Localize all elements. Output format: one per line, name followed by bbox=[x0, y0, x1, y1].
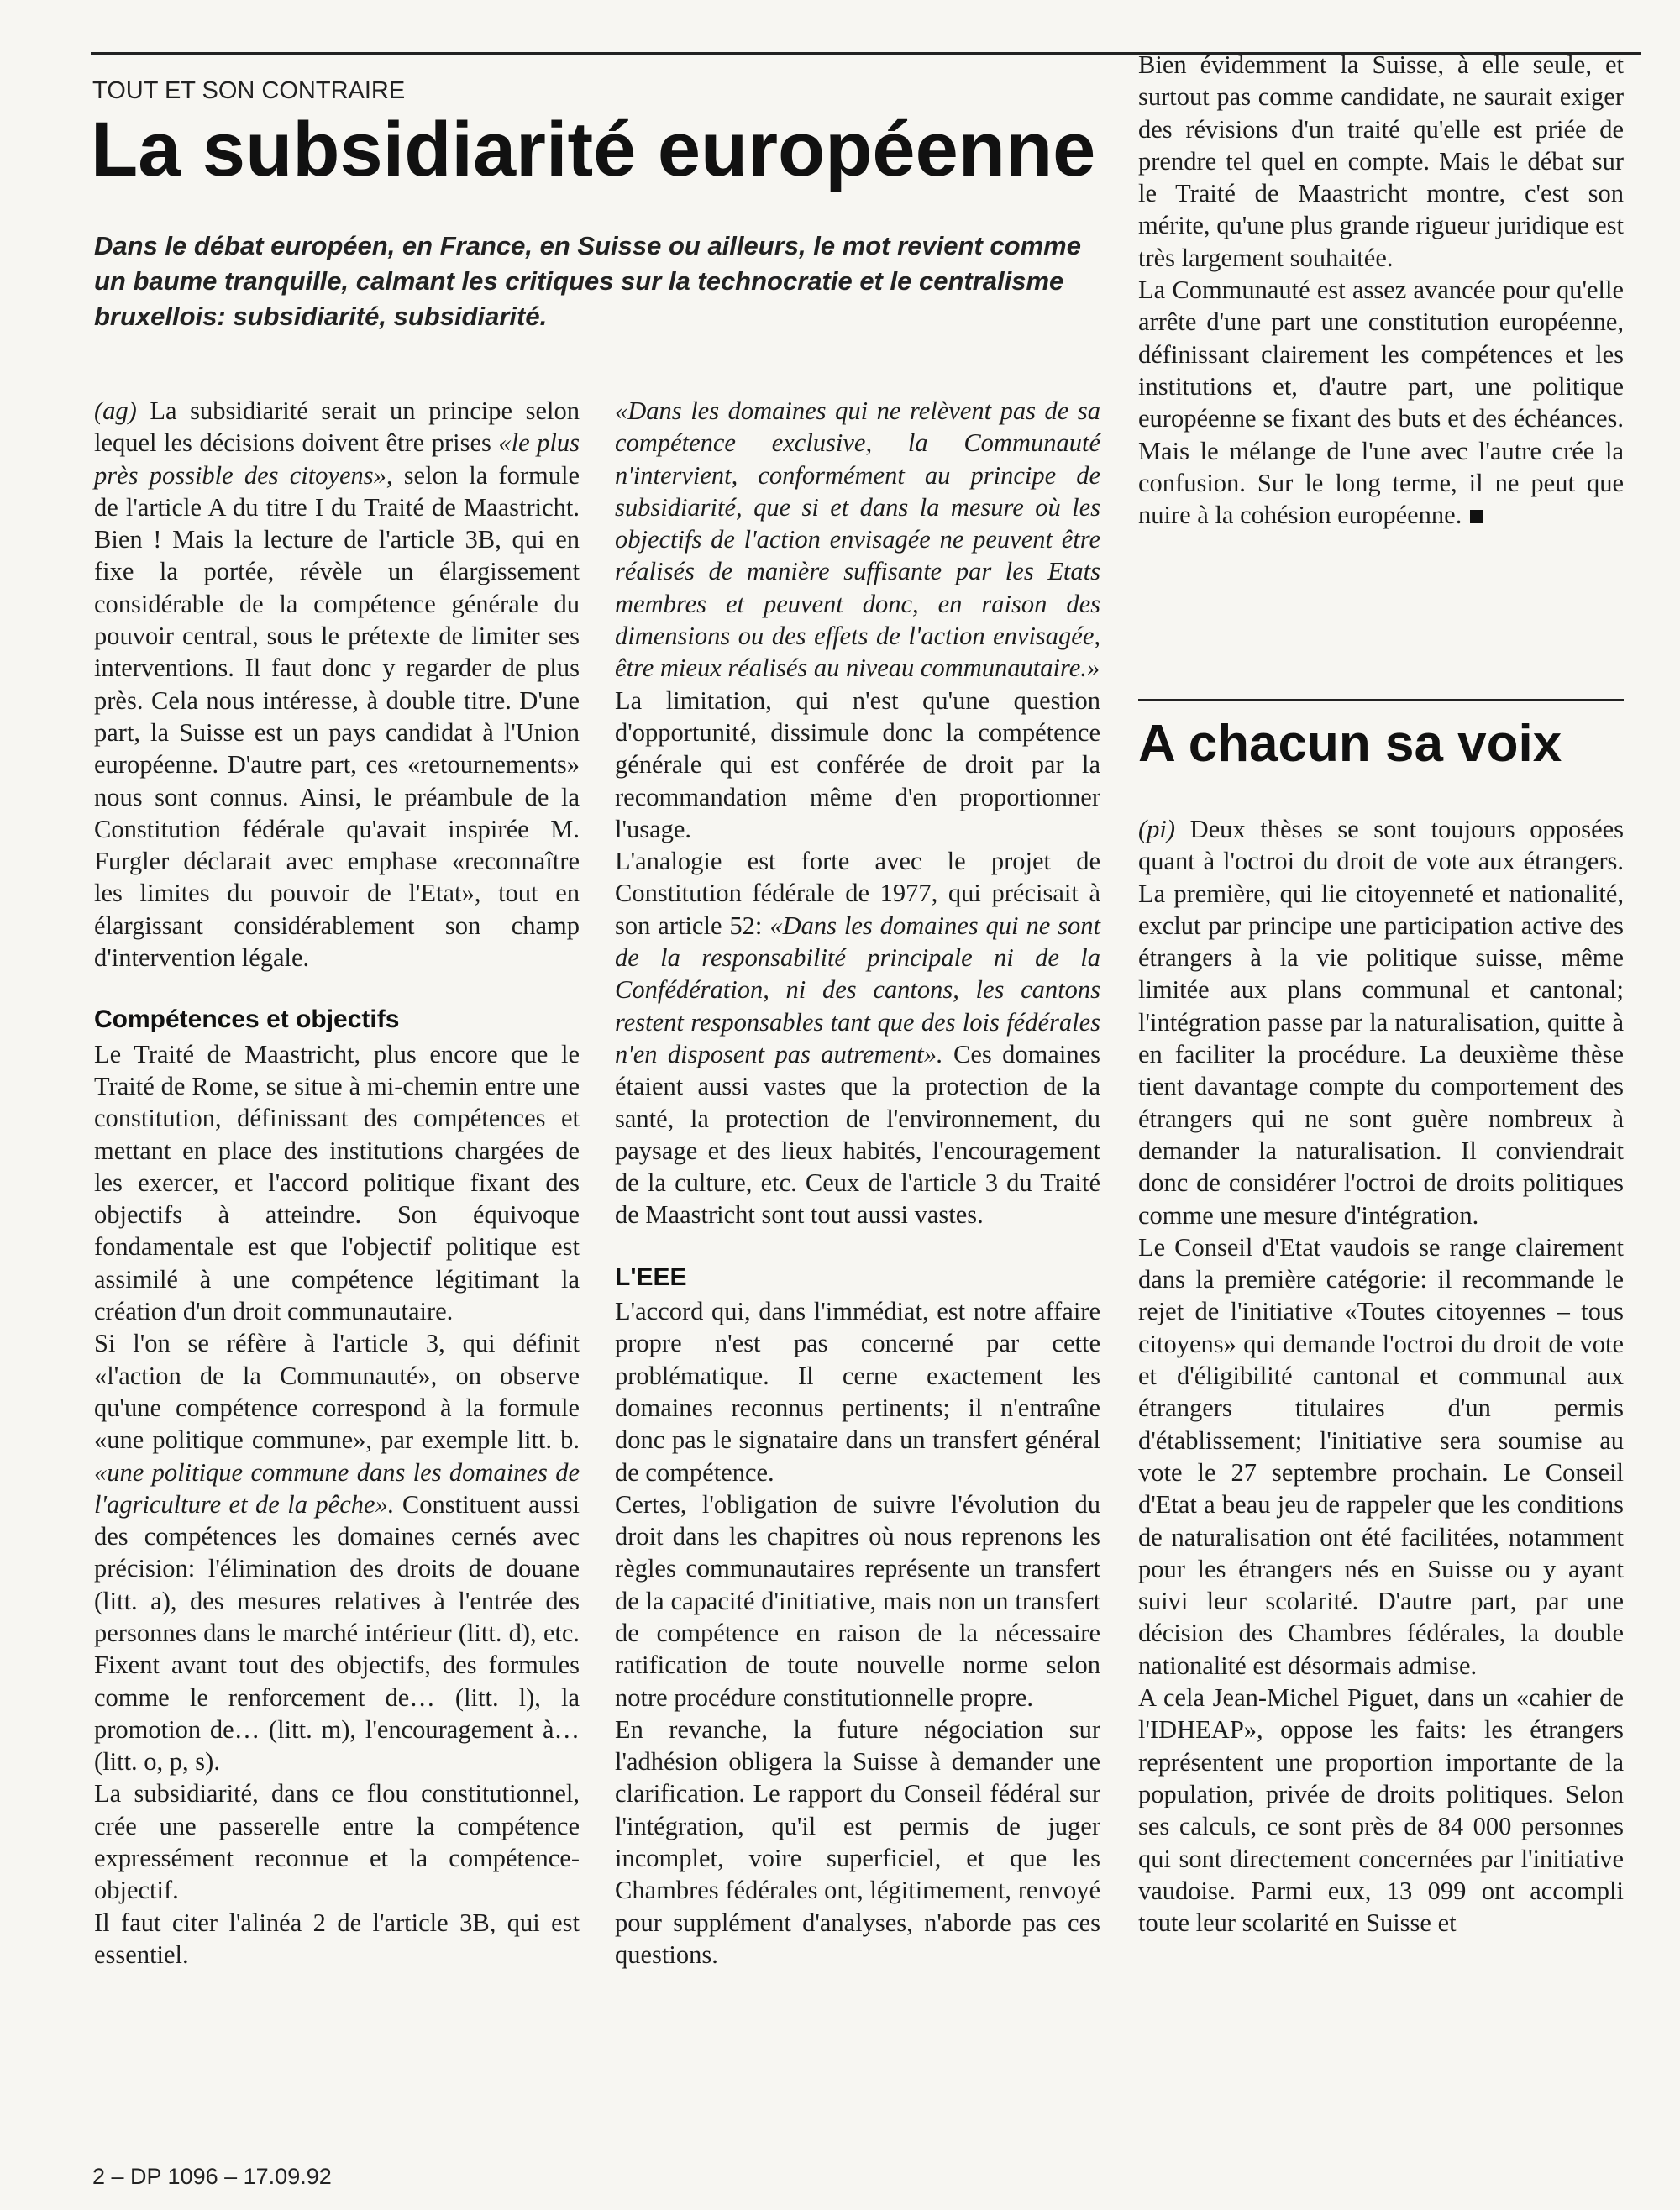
subheading-eee: L'EEE bbox=[615, 1262, 687, 1291]
author-initials: (pi) bbox=[1138, 815, 1176, 843]
paragraph: (ag) La subsidiarité serait un principe selon lequel les décisions doivent être prises «le plus près possible des citoyens», selon la formule de l'article A du titre I du Traité de Maastricht. Bien ! Mais la lecture de l'article 3B, qui en fixe la portée, révèle un élargissement considérable de la compétence générale du pouvoir central, sous le prétexte de limiter ses interventions. Il faut donc y regarder de plus près. Cela nous intéresse, à double titre. D'une part, la Suisse est un pays candidat à l'Union européenne. D'autre part, ces «retournements» nous sont connus. Ainsi, le préambule de la Constitution fédérale qu'avait inspirée M. Furgler déclarait avec emphase «reconnaître les limites du pouvoir de l'Etat», tout en élargissant considérablement son champ d'intervention légale. bbox=[94, 396, 580, 973]
paragraph: Le Conseil d'Etat vaudois se range clairement dans la première catégorie: il recommande le rejet de l'initiative «Toutes citoyennes – tous citoyens» qui demande l'octroi du droit de vote et d'éligibilité cantonal et communal aux étrangers titulaires d'un permis d'établissement; l'initiative sera soumise au vote le 27 septembre prochain. Le Conseil d'Etat a beau jeu de rappeler que les conditions de naturalisation ont été facilitées, notamment pour les étrangers nés en Suisse ou y ayant suivi leur scolarité. D'autre part, par une décision des Chambres fédérales, la double nationalité est désormais admise. bbox=[1138, 1232, 1624, 1680]
article-kicker: TOUT ET SON CONTRAIRE bbox=[92, 77, 406, 104]
paragraph: En revanche, la future négociation sur l'adhésion obligera la Suisse à demander une clarification. Le rapport du Conseil fédéral sur l'intégration, qu'il est permis de juger incomplet, voire superficiel, et que les Chambres fédérales ont, légitimement, renvoyé pour supplément d'analyses, n'aborde pas ces questions. bbox=[615, 1714, 1100, 1969]
article-column-1 bbox=[94, 395, 580, 1971]
paragraph: (pi) Deux thèses se sont toujours opposées quant à l'octroi du droit de vote aux étrangers. La première, qui lie citoyenneté et nationalité, exclut par principe une participation active des étrangers à la vie politique suisse, même limitée aux plans communal et cantonal; l'intégration passe par la naturalisation, quitte à en faciliter la procédure. La deuxième thèse tient davantage compte du comportement des étrangers qui ne sont guère nombreux à demander la naturalisation. Il conviendrait donc de considérer l'octroi de droits politiques comme une mesure d'intégration. bbox=[1138, 815, 1625, 1230]
paragraph: La limitation, qui n'est qu'une question d'opportunité, dissimule donc la compétence générale qui est conférée de droit par la recommandation même d'en proportionner l'usage. bbox=[615, 685, 1100, 843]
section-rule bbox=[1138, 699, 1624, 701]
article-lead: Dans le débat européen, en France, en Suisse ou ailleurs, le mot revient comme un baume tranquille, calmant les critiques sur la technocratie et le centralisme bruxellois: subsidiarité, subsidiarité. bbox=[94, 231, 1081, 331]
page-footer: 2 – DP 1096 – 17.09.92 bbox=[92, 2164, 332, 2189]
end-of-article-mark bbox=[1470, 510, 1483, 523]
second-article-title: A chacun sa voix bbox=[1138, 715, 1562, 773]
paragraph: Certes, l'obligation de suivre l'évolution du droit dans les chapitres où nous reprenons les règles communautaires représente un transfert de la capacité d'initiative, mais non un transfert de compétence en raison de la nécessaire ratification de toute nouvelle norme selon notre procédure constitutionnelle propre. bbox=[615, 1489, 1100, 1712]
paragraph: La Communauté est assez avancée pour qu'elle arrête d'une part une constitution européenne, définissant clairement les compétences et les institutions et, d'autre part, une politique européenne se fixant des buts et des échéances. Mais le mélange de l'une avec l'autre crée la confusion. Sur le long terme, il ne peut que nuire à la cohésion européenne. bbox=[1138, 276, 1624, 530]
paragraph: Si l'on se réfère à l'article 3, qui définit «l'action de la Communauté», on observe qu'une compétence correspond à la formule «une politique commune», par exemple litt. b. «une politique commune dans les domaines de l'agriculture et de la pêche». Constituent aussi des compétences les domaines cernés avec précision: l'élimination des droits de douane (litt. a), des mesures relatives à l'entrée des personnes dans le marché intérieur (litt. d), etc. Fixent avant tout des objectifs, des formules comme le renforcement de… (litt. l), la promotion de… (litt. m), l'encouragement à… (litt. o, p, s). bbox=[94, 1329, 580, 1777]
paragraph: Le Traité de Maastricht, plus encore que le Traité de Rome, se situe à mi-chemin entre une constitution, définissant des compétences et mettant en place des institutions chargées de les exercer, et l'accord politique fixant des objectifs à atteindre. Son équivoque fondamentale est que l'objectif politique est assimilé à une compétence légitimant la création d'un droit communautaire. bbox=[94, 1039, 580, 1326]
paragraph: L'analogie est forte avec le projet de Constitution fédérale de 1977, qui précisait à son article 52: «Dans les domaines qui ne sont de la responsabilité principale ni de la Confédération, ni des cantons, les cantons restent responsables tant que des lois fédérales n'en disposent pas autrement». Ces domaines étaient aussi vastes que la protection de la santé, la protection de l'environnement, du paysage et des lieux habités, l'encouragement de la culture, etc. Ceux de l'article 3 du Traité de Maastricht sont tout aussi vastes. bbox=[615, 847, 1100, 1230]
paragraph: Il faut citer l'alinéa 2 de l'article 3B, qui est essentiel. bbox=[94, 1908, 580, 1969]
author-initials: (ag) bbox=[94, 396, 137, 425]
paragraph: Bien évidemment la Suisse, à elle seule, et surtout pas comme candidate, ne saurait exiger des révisions d'un traité qu'elle est priée de prendre tel quel en compte. Mais le débat sur le Traité de Maastricht montre, c'est son mérite, qu'une plus grande rigueur juridique est très largement souhaitée. bbox=[1138, 50, 1624, 272]
paragraph: L'accord qui, dans l'immédiat, est notre affaire propre n'est pas concerné par cette problématique. Il cerne exactement les domaines reconnus pertinents; il n'entraîne donc pas le signataire dans un transfert général de compétence. bbox=[615, 1297, 1100, 1487]
article-column-2 bbox=[615, 395, 1100, 1971]
paragraph: A cela Jean-Michel Piguet, dans un «cahier de l'IDHEAP», oppose les faits: les étrangers représentent une proportion importante de la population, privée de droits politiques. Selon ses calculs, ce sont près de 84 000 personnes qui sont directement concernées par l'initiative vaudoise. Parmi eux, 13 099 ont accompli toute leur scolarité en Suisse et bbox=[1138, 1683, 1624, 1938]
article-column-3 bbox=[1138, 49, 1624, 531]
second-article-column bbox=[1138, 813, 1624, 1939]
paragraph: La subsidiarité, dans ce flou constitutionnel, crée une passerelle entre la compétence expressément reconnue et la compétence-objectif. bbox=[94, 1779, 580, 1905]
article-title: La subsidiarité européenne bbox=[91, 107, 1096, 192]
subheading-competences: Compétences et objectifs bbox=[94, 1005, 400, 1034]
quote-paragraph: «Dans les domaines qui ne relèvent pas de sa compétence exclusive, la Communauté n'intervient, conformément au principe de subsidiarité, que si et dans la mesure où les objectifs de l'action envisagée ne peuvent être réalisés de manière suffisante par les Etats membres et peuvent donc, en raison des dimensions ou des effets de l'action envisagée, être mieux réalisés au niveau communautaire.» bbox=[615, 396, 1100, 683]
